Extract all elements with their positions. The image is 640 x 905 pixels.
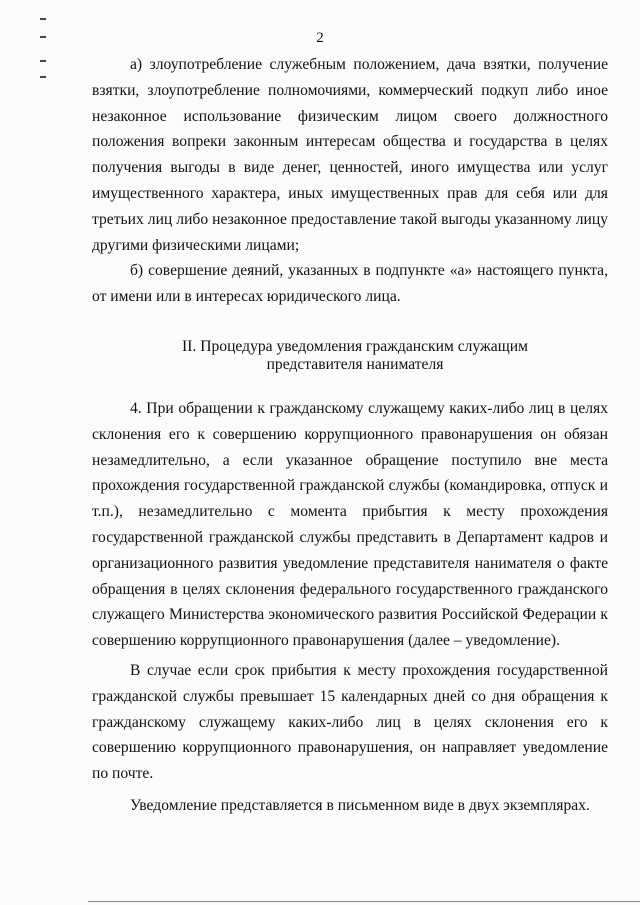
section-heading-line2: представителя нанимателя — [266, 355, 444, 373]
document-body — [92, 52, 608, 819]
paragraph-written-form: Уведомление представляется в письменном виде в двух экземплярах. — [130, 796, 590, 814]
binding-mark — [40, 36, 46, 38]
section-heading-line1: II. Процедура уведомления гражданским служащим — [182, 337, 528, 355]
binding-mark — [40, 76, 46, 78]
section-heading — [92, 338, 608, 374]
binding-mark — [40, 60, 46, 62]
binding-mark — [40, 18, 46, 20]
paragraph-b: б) совершение деяний, указанных в подпункте «а» настоящего пункта, от имени или в интересах юридического лица. — [92, 262, 608, 306]
page-edge-line — [88, 901, 640, 902]
paragraph-travel: В случае если срок прибытия к месту прохождения государственной гражданской службы превышает 15 календарных дней со дня обращения к гражданскому служащему каких-либо лиц в целях склонения его к совершению коррупционного правонарушения, он направляет уведомление по почте. — [92, 661, 608, 783]
page-number: 2 — [316, 30, 324, 46]
paragraph-4: 4. При обращении к гражданскому служащему каких-либо лиц в целях склонения его к совершению коррупционного правонарушения он обязан незамедлительно, а если указанное обращение поступило вне места прохождения государственной гражданской службы (командировка, отпуск и т.п.), незамедлительно с момента прибытия к месту прохождения государственной гражданской службы представить в Департамент кадров и организационного развития уведомление представителя нанимателя о факте обращения в целях склонения федерального государственного гражданского служащего Министерства экономического развития Российской Федерации к совершению коррупционного правонарушения (далее – уведомление). — [92, 399, 608, 650]
paragraph-a: а) злоупотребление служебным положением, дача взятки, получение взятки, злоупотребление полномочиями, коммерческий подкуп либо иное незаконное использование физическим лицом своего должностного положения вопреки законным интересам общества и государства в целях получения выгоды в виде денег, ценностей, иного имущества или услуг имущественного характера, иных имущественных прав для себя или для третьих лиц либо незаконное предоставление такой выгоды указанному лицу другими физическими лицами; — [92, 56, 608, 254]
